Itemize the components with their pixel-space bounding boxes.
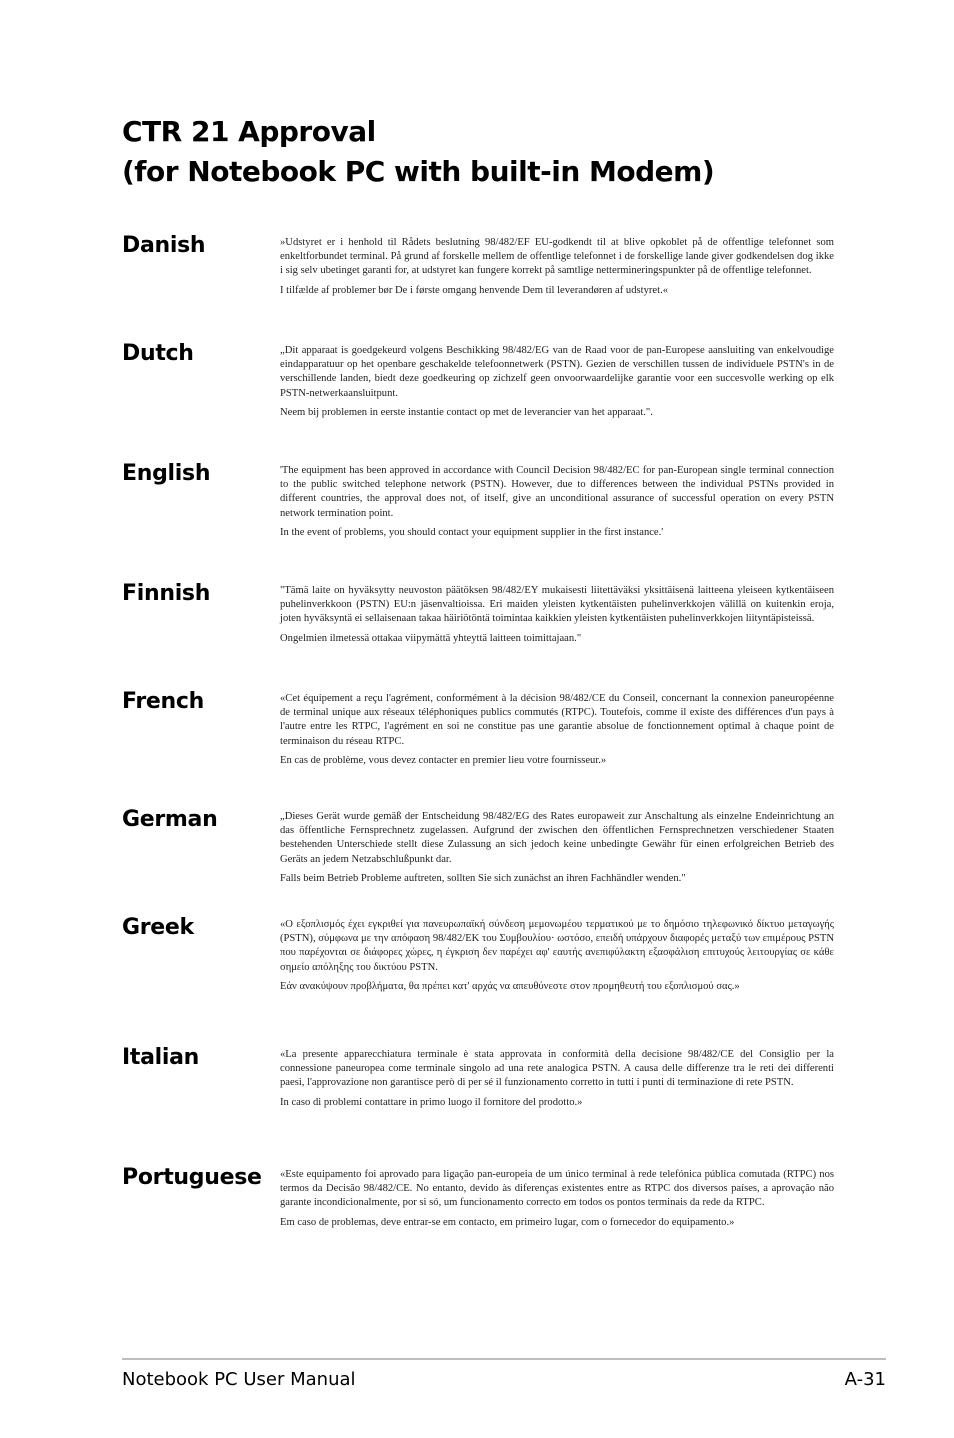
approval-text [280, 344, 834, 425]
approval-paragraph: «La presente apparecchiatura terminale è stata approvata in conformità della decisione 98/482/CE del Consiglio per la connessione paneuropea come terminale singolo ad una rete analogica PSTN. A causa delle differenze tra le reti dei differenti paesi, l'approvazione non garantisce però di per sé il funzionamento corretto in tutti i punti di terminazione di rete PSTN. [280, 1049, 834, 1089]
approval-paragraph: «Ο εξοπλισμός έχει εγκριθεί για πανευρωπαϊκή σύνδεση μεμονωμέου τερματικού με το δημόσιο τηλεφωνικό δίκτυο μεταγωγής (PSTN), σύμφωνα με την απόφαση 98/482/ΕΚ του Συμβουλίου· ωστόσο, επειδή υπάρχουν διαφορές μεταξύ των επιμέρους PSTN που παρέχονται σε διάφορες χώρες, η έγκριση δεν παρέχει αφ' εαυτής ανεπιφύλακτη εξασφάλιση επιτυχούς λειτουργίας σε κάθε σημείο απόληξης του δικτύου PSTN. [280, 919, 834, 973]
page-title [122, 112, 842, 192]
language-heading: Finnish [122, 581, 211, 606]
approval-text [280, 1048, 834, 1115]
language-heading: Italian [122, 1045, 200, 1070]
approval-text [280, 918, 834, 999]
approval-text [280, 810, 834, 891]
approval-paragraph: 'The equipment has been approved in accordance with Council Decision 98/482/EC for pan-European single terminal connection to the public switched telephone network (PSTN). However, due to differences between the individual PSTNs provided in different countries, the approval does not, of itself, give an unconditional assurance of successful operation on every PSTN network termination point. [280, 465, 834, 519]
footer-manual-title: Notebook PC User Manual [122, 1369, 356, 1390]
title-line-2: (for Notebook PC with built-in Modem) [122, 155, 715, 188]
approval-paragraph: "Tämä laite on hyväksytty neuvoston päätöksen 98/482/EY mukaisesti liitettäväksi yksittäisenä laitteena yleiseen kytkentäiseen puhelinverkkoon (PSTN) EU:n jäsenvaltioissa. Eri maiden yleisten kytkentäisten puhelinverkkojen välillä on kuitenkin eroja, joten hyväksyntä ei sellaisenaan takaa häiriötöntä toimintaa kaikkien yleisten kytkentäisten puhelinverkkojen liityntäpisteissä. [280, 585, 834, 625]
language-heading: Portuguese [122, 1165, 262, 1190]
approval-text [280, 236, 834, 303]
approval-text [280, 692, 834, 773]
contact-paragraph: In caso di problemi contattare in primo luogo il fornitore del prodotto.» [280, 1096, 583, 1108]
footer-page-number: A-31 [844, 1369, 886, 1390]
language-heading: French [122, 689, 204, 714]
contact-paragraph: Εάν ανακύψουν προβλήματα, θα πρέπει κατ' αρχάς να απευθύνεστε στον προμηθευτή του εξοπλισμού σας.» [280, 980, 740, 992]
footer-divider [122, 1358, 886, 1360]
language-heading: Dutch [122, 341, 194, 366]
approval-text [280, 584, 834, 651]
approval-paragraph: «Este equipamento foi aprovado para ligação pan-europeia de um único terminal à rede telefónica pública comutada (RTPC) nos termos da Decisão 98/482/CE. No entanto, devido às diferenças existentes entre as RTPC dos diversos países, a aprovação não garante incondicionalmente, por si só, um funcionamento correcto em todos os pontos terminais da rede da RTPC. [280, 1169, 834, 1209]
contact-paragraph: Ongelmien ilmetessä ottakaa viipymättä yhteyttä laitteen toimittajaan." [280, 632, 582, 644]
contact-paragraph: Em caso de problemas, deve entrar-se em contacto, em primeiro lugar, com o fornecedor do equipamento.» [280, 1216, 735, 1228]
language-heading: Greek [122, 915, 194, 940]
approval-text [280, 464, 834, 545]
language-heading: German [122, 807, 218, 832]
approval-paragraph: „Dieses Gerät wurde gemäß der Entscheidung 98/482/EG des Rates europaweit zur Anschaltung als einzelne Endeinrichtung an das öffentliche Fernsprechnetz zugelassen. Aufgrund der zwischen den öffentlichen Fernsprechnetzen verschiedener Staaten bestehenden Unterschiede stellt diese Zulassung an sich jedoch keine unbedingte Gewähr für einen erfolgreichen Betrieb des Geräts an jedem Netzabschlußpunkt dar. [280, 811, 834, 865]
contact-paragraph: Neem bij problemen in eerste instantie contact op met de leverancier van het apparaat.". [280, 406, 653, 418]
approval-paragraph: „Dit apparaat is goedgekeurd volgens Beschikking 98/482/EG van de Raad voor de pan-Europese aansluiting van enkelvoudige eindapparatuur op het openbare geschakelde telefoonnetwerk (PSTN). Gezien de verschillen tussen de individuele PSTN's in de verschillende landen, biedt deze goedkeuring op zichzelf geen onvoorwaardelijke garantie voor een succesvolle werking op elk PSTN-netwerkaansluitpunt. [280, 345, 834, 399]
language-heading: English [122, 461, 211, 486]
contact-paragraph: Falls beim Betrieb Probleme auftreten, sollten Sie sich zunächst an ihren Fachhändler wenden." [280, 872, 686, 884]
contact-paragraph: In the event of problems, you should contact your equipment supplier in the first instance.' [280, 526, 664, 538]
approval-paragraph: «Cet équipement a reçu l'agrément, conformément à la décision 98/482/CE du Conseil, concernant la connexion paneuropéenne de terminal unique aux réseaux téléphoniques publics commutés (RTPC). Toutefois, comme il existe des différences d'un pays à l'autre entre les RTPC, l'agrément en soi ne constitue pas une garantie absolue de fonctionnement optimal à chaque point de terminaison du réseau RTPC. [280, 693, 834, 747]
approval-text [280, 1168, 834, 1235]
contact-paragraph: I tilfælde af problemer bør De i første omgang henvende Dem til leverandøren af udstyret.« [280, 284, 669, 296]
language-heading: Danish [122, 233, 206, 258]
title-line-1: CTR 21 Approval [122, 115, 376, 148]
contact-paragraph: En cas de problème, vous devez contacter en premier lieu votre fournisseur.» [280, 754, 607, 766]
approval-paragraph: »Udstyret er i henhold til Rådets beslutning 98/482/EF EU-godkendt til at blive opkoblet på de offentlige telefonnet som enkeltforbundet terminal. På grund af forskelle mellem de offentlige telefonnet i de forskellige lande giver godkendelsen dog ikke i sig selv ubetinget garanti for, at udstyret kan fungere korrekt på samtlige nettermineringspunkter på de offentlige telefonnet. [280, 237, 834, 277]
